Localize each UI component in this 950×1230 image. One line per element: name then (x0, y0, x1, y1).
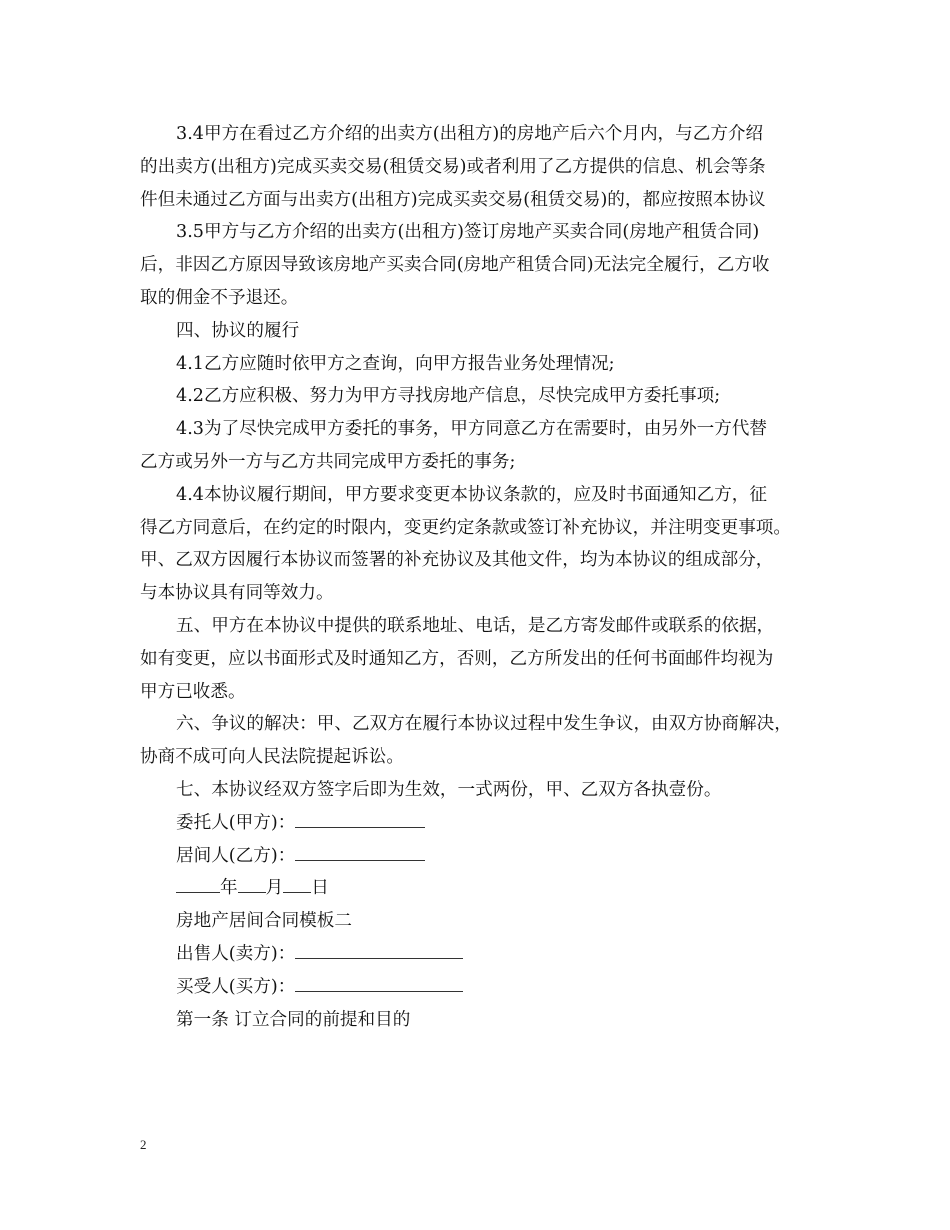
text-line: 四、协议的履行 (176, 320, 300, 341)
year-blank (176, 877, 220, 893)
section-4-heading (140, 315, 810, 348)
clause-7 (140, 774, 810, 807)
date-line (140, 872, 810, 905)
month-label: 月 (265, 878, 284, 899)
signature-line (140, 971, 810, 1004)
text-line: 4.1乙方应随时依甲方之查询，向甲方报告业务处理情况; (176, 353, 615, 374)
article-1-heading (140, 1004, 810, 1037)
signature-principal (140, 807, 810, 840)
intermediary-blank (295, 845, 425, 861)
text-line: 件但未通过乙方面与出卖方(出租方)完成买卖交易(租赁交易)的，都应按照本协议 (140, 189, 766, 210)
clause-4-1 (140, 348, 810, 381)
seller-blank (295, 943, 463, 959)
template2-title (140, 905, 810, 938)
text-line: 4.3为了尽快完成甲方委托的事务，甲方同意乙方在需要时，由另外一方代替 (176, 419, 767, 440)
buyer-blank (295, 976, 463, 992)
clause-5 (140, 610, 810, 708)
text-line: 的出卖方(出租方)完成买卖交易(租赁交易)或者利用了乙方提供的信息、机会等条 (140, 156, 766, 177)
text-line: 乙方或另外一方与乙方共同完成甲方委托的事务; (140, 451, 516, 472)
clause-3-4 (140, 118, 810, 216)
signature-line (140, 807, 810, 840)
text-line: 取的佣金不予退还。 (140, 287, 299, 308)
day-blank (283, 877, 311, 893)
seller-line (140, 938, 810, 971)
principal-blank (295, 812, 425, 828)
text-line: 七、本协议经双方签字后即为生效，一式两份，甲、乙双方各执壹份。 (176, 779, 722, 800)
text-line: 第一条 订立合同的前提和目的 (176, 1009, 411, 1030)
principal-label: 委托人(甲方)： (176, 812, 296, 833)
signature-line (140, 938, 810, 971)
text-line: 4.2乙方应积极、努力为甲方寻找房地产信息，尽快完成甲方委托事项; (176, 386, 721, 407)
day-label: 日 (311, 878, 329, 899)
text-line: 3.4甲方在看过乙方介绍的出卖方(出租方)的房地产后六个月内，与乙方介绍 (176, 124, 764, 144)
clause-4-4 (140, 479, 810, 610)
text-line: 协商不成可向人民法院提起诉讼。 (140, 747, 404, 768)
text-line: 3.5甲方与乙方介绍的出卖方(出租方)签订房地产买卖合同(房地产租赁合同) (176, 222, 760, 243)
text-line: 六、争议的解决：甲、乙双方在履行本协议过程中发生争议，由双方协商解决， (176, 714, 792, 735)
text-line: 房地产居间合同模板二 (176, 911, 352, 932)
document-body (140, 118, 810, 1036)
clause-6 (140, 708, 810, 774)
clause-3-5 (140, 216, 810, 314)
text-line: 五、甲方在本协议中提供的联系地址、电话，是乙方寄发邮件或联系的依据， (176, 615, 775, 636)
text-line: 4.4本协议履行期间，甲方要求变更本协议条款的，应及时书面通知乙方，征 (176, 484, 767, 505)
year-label: 年 (220, 878, 238, 899)
text-line: 甲、乙双方因履行本协议而签署的补充协议及其他文件，均为本协议的组成部分， (140, 550, 774, 571)
signature-line (140, 840, 810, 873)
page-number: 2 (140, 1137, 147, 1152)
signature-intermediary (140, 840, 810, 873)
buyer-line (140, 971, 810, 1004)
buyer-label: 买受人(买方)： (176, 976, 296, 997)
text-line: 与本协议具有同等效力。 (140, 583, 334, 604)
month-blank (238, 877, 266, 893)
text-line: 如有变更，应以书面形式及时通知乙方，否则，乙方所发出的任何书面邮件均视为 (140, 648, 774, 669)
clause-4-2 (140, 380, 810, 413)
text-line: 得乙方同意后，在约定的时限内，变更约定条款或签订补充协议，并注明变更事项。 (140, 517, 791, 538)
signature-date (140, 872, 810, 905)
clause-4-3 (140, 413, 810, 479)
intermediary-label: 居间人(乙方)： (176, 845, 296, 866)
text-line: 后，非因乙方原因导致该房地产买卖合同(房地产租赁合同)无法完全履行，乙方收 (140, 255, 770, 276)
text-line: 甲方已收悉。 (140, 681, 246, 702)
seller-label: 出售人(卖方)： (176, 943, 296, 964)
